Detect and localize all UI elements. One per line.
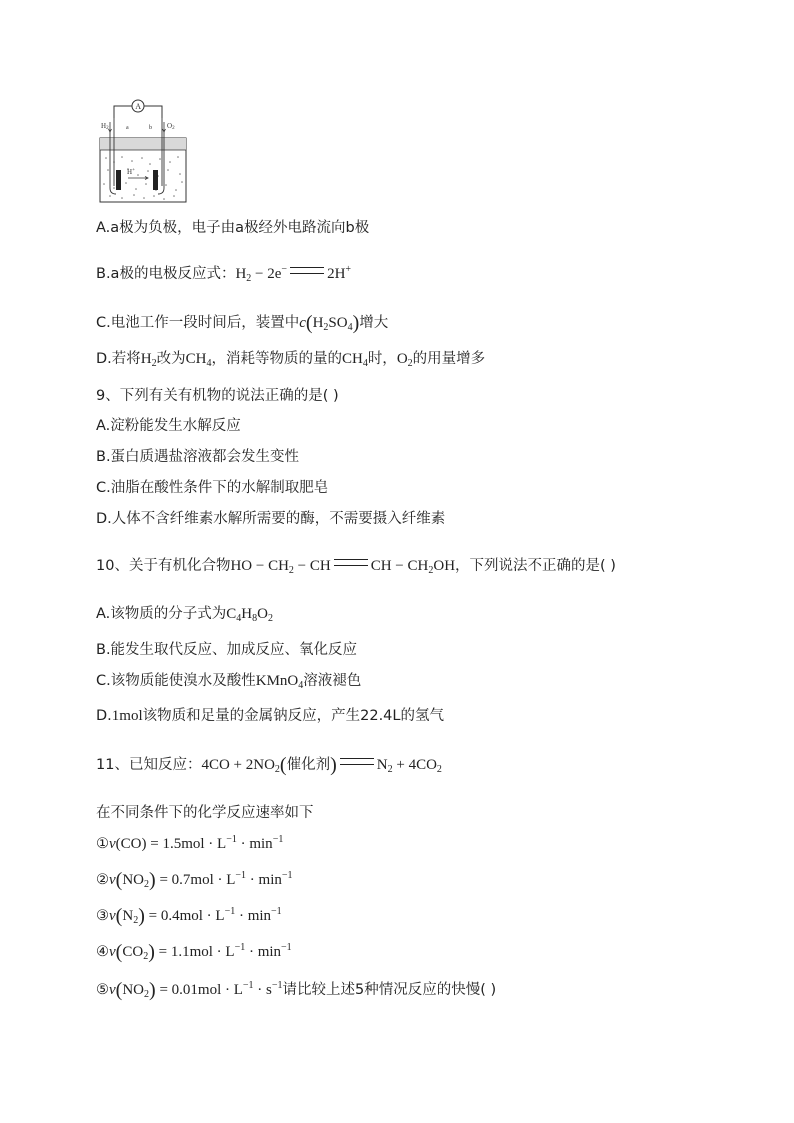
q9-option-a: A.淀粉能发生水解反应 xyxy=(96,418,241,434)
q9-option-c: C.油脂在酸性条件下的水解制取肥皂 xyxy=(96,480,329,496)
q9-option-d: D.人体不含纤维素水解所需要的酶，不需要摄入纤维素 xyxy=(96,511,446,527)
q10-option-c: C.该物质能使溴水及酸性KMnO$_4$溶液褪色 xyxy=(96,673,362,691)
fuel-cell-diagram xyxy=(98,98,190,204)
h2-label: H2 xyxy=(101,122,109,131)
q11-item-3: $③v(N_2) = 0.4mol \cdot L^{-1} \cdot \min^{-1}$ xyxy=(96,905,282,927)
q10-stem: 10、关于有机化合物HO − $CH_2$ − CH CH − $CH_2OH$，下列说法不正确的是( ) xyxy=(96,558,616,576)
ammeter-label: A xyxy=(135,102,142,111)
q8-option-d: D.若将$H_2$改为$CH_4$，消耗等物质的量的$CH_4$时，$O_2$的用量增多 xyxy=(96,351,486,369)
electrode-b-label: b xyxy=(149,125,152,131)
hplus-label: H+ xyxy=(127,168,135,176)
q9-stem: 9、下列有关有机物的说法正确的是( ) xyxy=(96,388,339,404)
q10-option-b: B.能发生取代反应、加成反应、氧化反应 xyxy=(96,642,358,658)
electrode-a-label: a xyxy=(126,125,129,131)
q11-intro: 在不同条件下的化学反应速率如下 xyxy=(96,805,314,821)
q11-item-4: $④v(CO_2) = 1.1mol \cdot L^{-1} \cdot \min^{-1}$ xyxy=(96,941,292,963)
q8-option-a: A.a极为负极，电子由a极经外电路流向b极 xyxy=(96,220,370,236)
q9-option-b: B.蛋白质遇盐溶液都会发生变性 xyxy=(96,449,300,465)
q10-option-a: A.该物质的分子式为$C_4H_8O_2$ xyxy=(96,606,273,624)
q8-option-c: C.电池工作一段时间后，装置中$c(H_2SO_4)$增大 xyxy=(96,312,389,334)
q8-option-b: B.a极的电极反应式：$H_2 - 2e^-$ 2H+ xyxy=(96,264,352,284)
q11-item-2: $②v(NO_2) = 0.7mol \cdot L^{-1} \cdot \min^{-1}$ xyxy=(96,869,293,891)
o2-label: O2 xyxy=(167,122,175,131)
q10-option-d: D.1mol该物质和足量的金属钠反应，产生22.4L的氢气 xyxy=(96,708,444,724)
q11-stem: 11、已知反应：$4CO + 2NO_2$(催化剂) $N_2 + 4CO_2$ xyxy=(96,754,442,776)
q11-item-5: $⑤v(NO_2) = 0.01mol \cdot L^{-1} \cdot s^{-1}$请比较上述5种情况反应的快慢( ) xyxy=(96,979,497,1001)
q11-item-1: ①v(CO) = $1.5mol \cdot L^{-1} \cdot \min^{-1}$ xyxy=(96,834,284,852)
